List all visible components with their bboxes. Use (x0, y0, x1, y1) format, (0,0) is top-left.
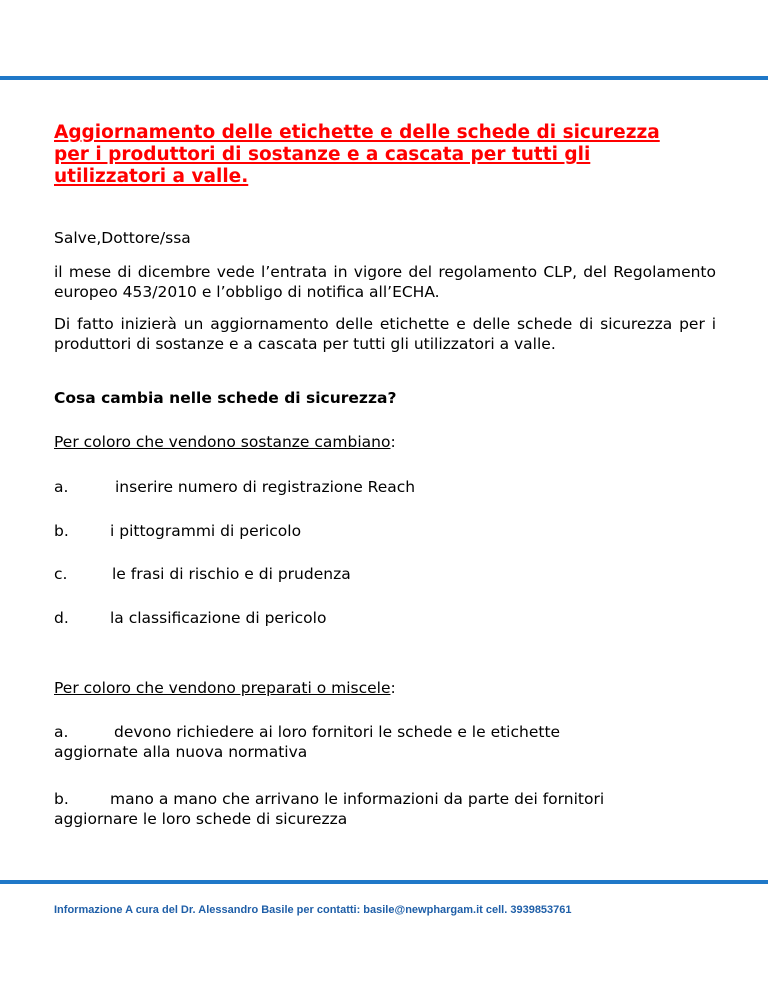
list-item-text: inserire numero di registrazione Reach (115, 478, 416, 496)
list-letter: b. (54, 790, 69, 808)
greeting: Salve,Dottore/ssa (54, 229, 191, 247)
header-rule (0, 76, 768, 80)
list-item-text-cont: aggiornate alla nuova normativa (54, 743, 308, 761)
paragraph-2: Di fatto inizierà un aggiornamento delle etichette e delle schede di sicurezza per i produttori di sostanze e a cascata per tutti gli utilizzatori a valle. (54, 315, 716, 353)
mixtures-heading-colon: : (390, 679, 396, 697)
list-item-text: la classificazione di pericolo (110, 609, 327, 627)
mixtures-heading (54, 678, 716, 698)
list-letter: b. (54, 522, 69, 540)
list-item-text: devono richiedere ai loro fornitori le schede e le etichette (114, 723, 561, 741)
mixtures-heading-text: Per coloro che vendono preparati o miscele (54, 679, 391, 697)
substances-heading-colon: : (390, 433, 396, 451)
list-letter: a. (54, 478, 69, 496)
document-title: Aggiornamento delle etichette e delle schede di sicurezza per i produttori di sostanze e a cascata per tutti gli utilizzatori a valle. (54, 122, 660, 187)
list-item-text-cont: aggiornare le loro schede di sicurezza (54, 810, 348, 828)
section-heading: Cosa cambia nelle schede di sicurezza? (54, 389, 397, 407)
footer-rule (0, 880, 768, 884)
list-letter: d. (54, 609, 69, 627)
substances-heading-text: Per coloro che vendono sostanze cambiano (54, 433, 391, 451)
list-letter: a. (54, 723, 69, 741)
list-item-text: i pittogrammi di pericolo (110, 522, 302, 540)
list-item-text: mano a mano che arrivano le informazioni da parte dei fornitori (110, 790, 605, 808)
paragraph-1: il mese di dicembre vede l’entrata in vigore del regolamento CLP, del Regolamento europeo 453/2010 e l’obbligo di notifica all’ECHA. (54, 263, 716, 301)
footer-contact: Informazione A cura del Dr. Alessandro Basile per contatti: basile@newphargam.it cell. 3939853761 (54, 904, 572, 916)
list-letter: c. (54, 565, 68, 583)
list-item-text: le frasi di rischio e di prudenza (112, 565, 351, 583)
substances-heading (54, 432, 716, 452)
